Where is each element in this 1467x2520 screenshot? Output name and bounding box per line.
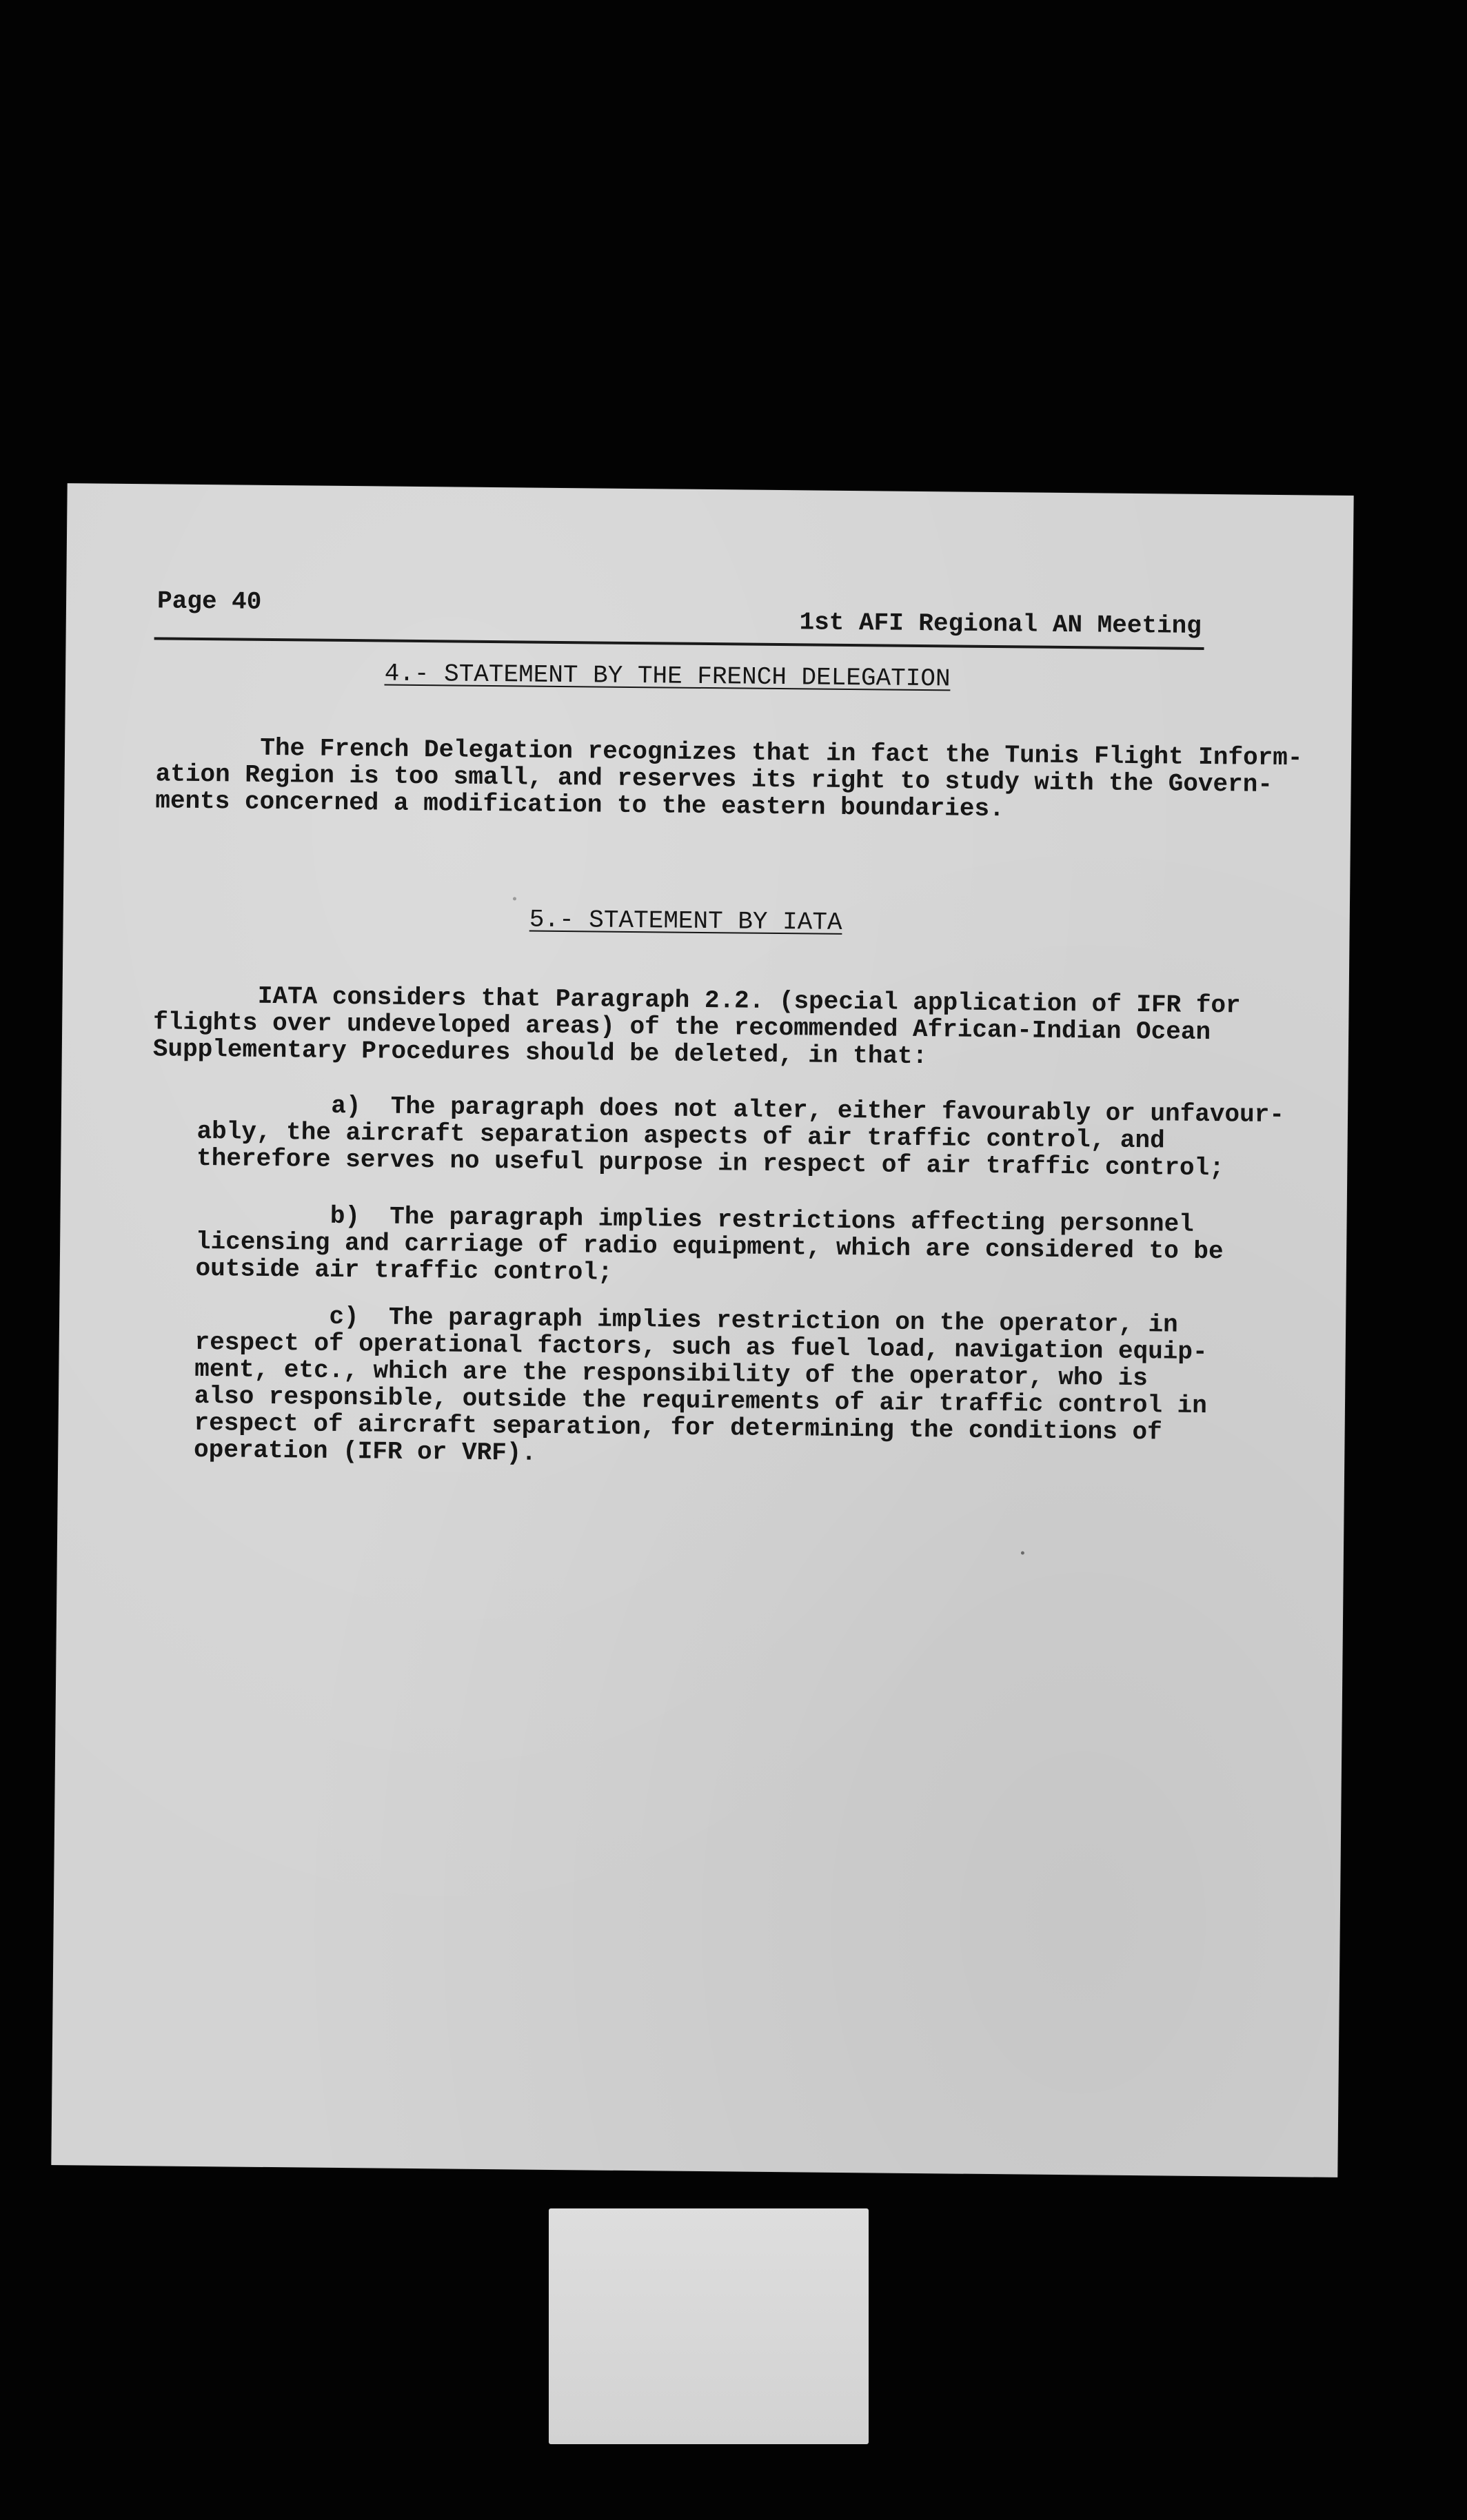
list-item-c: c) The paragraph implies restriction on the operator, in respect of operational factors, such as fuel load, navigation equip- ment, etc., which are the responsibility of the operator, who is also responsible, outside the requirements of air traffic control in respect of aircraft separation, for determining the conditions of operation (IFR or VRF). — [149, 1301, 1208, 1467]
page-header — [157, 587, 1202, 639]
french-delegation-paragraph: The French Delegation recognizes that in fact the Tunis Flight Inform- ation Region is too small, and reserves its right to study with the Govern- ments concerned a modification to the eastern boundaries. — [155, 733, 1303, 824]
section-heading-french-delegation: 4.- STATEMENT BY THE FRENCH DELEGATION — [384, 659, 951, 693]
blank-index-card — [549, 2208, 869, 2444]
running-title: 1st AFI Regional AN Meeting — [799, 608, 1202, 640]
document-page — [51, 483, 1353, 2177]
dust-speck — [513, 897, 516, 900]
list-item-a: a) The paragraph does not alter, either favourably or unfavour- ably, the aircraft separation aspects of air traffic control, and therefore serves no useful purpose in respect of air traffic control; — [152, 1090, 1285, 1183]
iata-paragraph: IATA considers that Paragraph 2.2. (special application of IFR for flights over undeveloped areas) of the recommended African-Indian Ocean Supplementary Procedures should be deleted, in that: — [152, 981, 1241, 1071]
dust-speck — [1021, 1551, 1024, 1554]
list-item-b: b) The paragraph implies restrictions affecting personnel licensing and carriage of radio equipment, which are considered to be outside air traffic control; — [150, 1200, 1224, 1287]
header-rule — [154, 637, 1204, 650]
page-number: Page 40 — [156, 587, 262, 616]
section-heading-iata: 5.- STATEMENT BY IATA — [529, 905, 842, 937]
